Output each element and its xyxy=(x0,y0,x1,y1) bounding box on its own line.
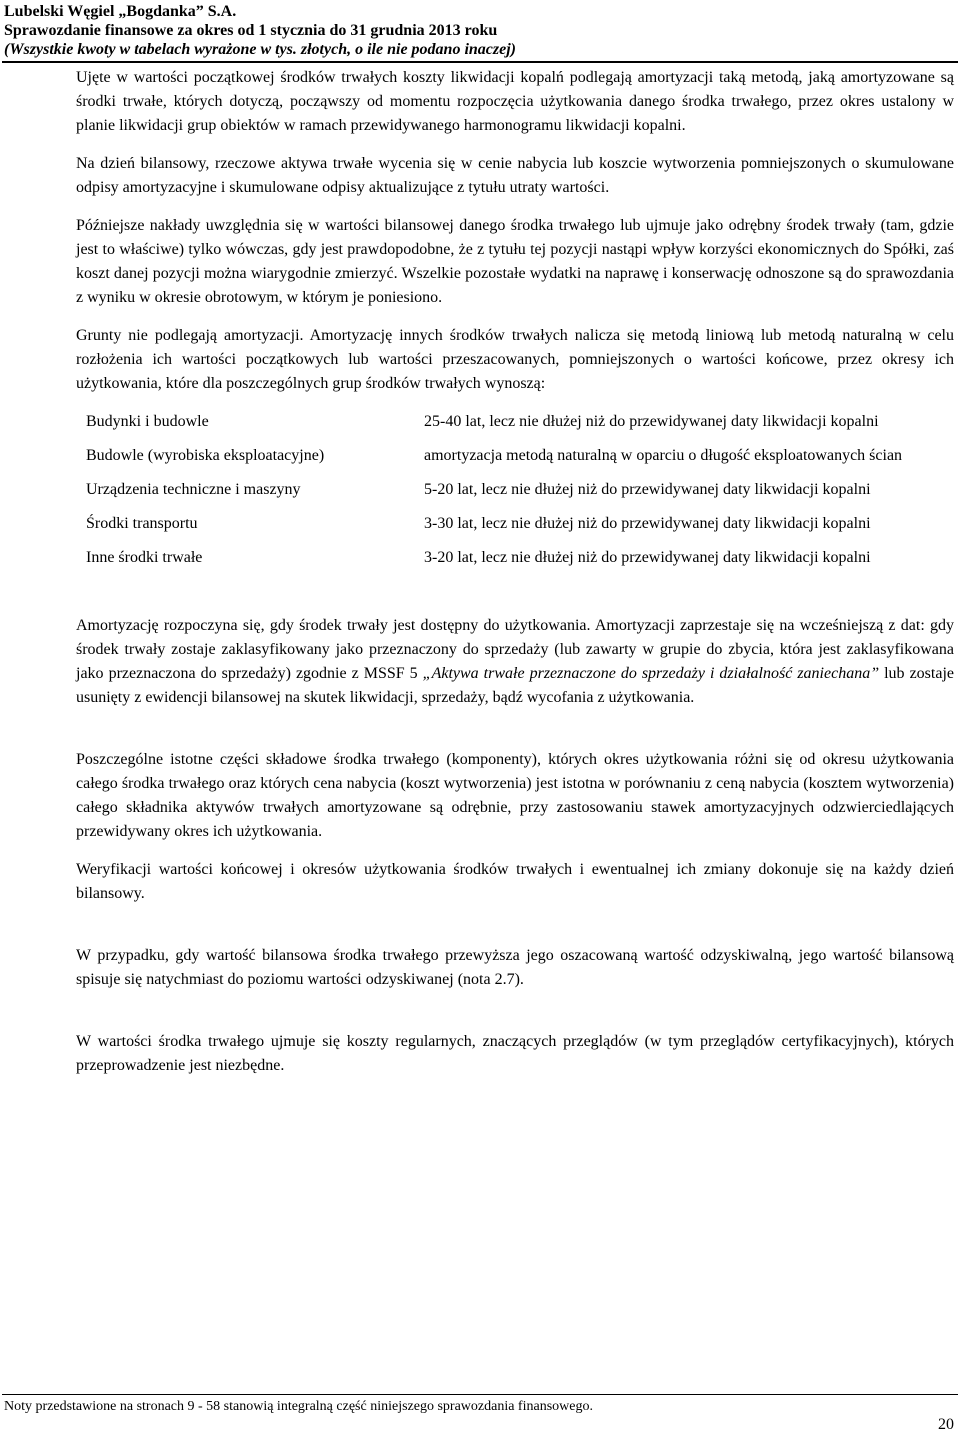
company-name: Lubelski Węgiel „Bogdanka” S.A. xyxy=(4,3,237,20)
table-row xyxy=(86,410,946,444)
asset-group-cell: Budynki i budowle xyxy=(86,413,209,430)
useful-life-cell: amortyzacja metodą naturalną w oparciu o długość eksploatowanych ścian xyxy=(424,447,903,464)
paragraph-verification: Weryfikacji wartości końcowej i okresów użytkowania środków trwałych i ewentualnej ich zmiany dokonuje się na każdy dzień bilansowy. xyxy=(76,861,954,902)
asset-group-cell: Inne środki trwałe xyxy=(86,549,203,566)
paragraph-subsequent-expenditure: Późniejsze nakłady uwzględnia się w wartości bilansowej danego środka trwałego lub ujmuje jako odrębny środek trwały (tam, gdzie jest to właściwe) tylko wówczas, gdy jest prawdopodobne, że z tytułu tej pozycji nastąpi wpływ korzyści ekonomicznych do Spółki, zaś koszt danej pozycji można wiarygodnie zmierzyć. Wszelkie pozostałe wydatki na naprawę i konserwację odnoszone są do sprawozdania z wyniku w okresie obrotowym, w którym je poniesiono. xyxy=(76,217,954,306)
footer-note: Noty przedstawione na stronach 9 - 58 stanowią integralną część niniejszego sprawozdania finansowego. xyxy=(4,1399,593,1414)
document-body xyxy=(76,66,954,1092)
paragraph-inspections: W wartości środka trwałego ujmuje się koszty regularnych, znaczących przeglądów (w tym przeglądów certyfikacyjnych), których przeprowadzenie jest niezbędne. xyxy=(76,1033,954,1074)
useful-life-cell: 3-30 lat, lecz nie dłużej niż do przewidywanej daty likwidacji kopalni xyxy=(424,515,871,532)
header-divider xyxy=(2,61,958,63)
paragraph-valuation: Na dzień bilansowy, rzeczowe aktywa trwałe wycenia się w cenie nabycia lub koszcie wytworzenia pomniejszonych o skumulowane odpisy amortyzacyjne i skumulowane odpisy aktualizujące z tytułu utraty wartości. xyxy=(76,155,954,196)
table-row xyxy=(86,546,946,580)
paragraph-text: Amortyzację rozpoczyna się, gdy środek trwały jest dostępny do użytkowania. Amortyzacji zaprzestaje się na wcześniejszą z dat: gdy środek trwały zostaje zaklasyfikowany jako przeznaczony do sprzedaży (lub zawarty w grupie do zbycia, która jest zaklasyfikowana jako przeznaczona do sprzedaży) zgodnie z MSSF 5 xyxy=(76,617,954,682)
useful-life-cell: 3-20 lat, lecz nie dłużej niż do przewidywanej daty likwidacji kopalni xyxy=(424,549,871,566)
page-header xyxy=(4,2,954,59)
paragraph-depreciation-methods: Grunty nie podlegają amortyzacji. Amortyzację innych środków trwałych nalicza się metodą liniową lub metodą naturalną w celu rozłożenia ich wartości początkowych lub wartości przeszacowanych, pomniejszonych o wartości końcowe, przez okresy ich użytkowania, które dla poszczególnych grup środków trwałych wynoszą: xyxy=(76,327,954,392)
page-number: 20 xyxy=(938,1416,954,1433)
table-row xyxy=(86,512,946,546)
standard-title: „Aktywa trwałe przeznaczone do sprzedaży i działalność zaniechana” xyxy=(422,665,880,682)
paragraph-text: lub zostaje usunięty z ewidencji bilansowej na skutek likwidacji, sprzedaży, bądź wycofania z użytkowania. xyxy=(76,665,954,706)
table-row xyxy=(86,478,946,512)
paragraph-depreciation-start xyxy=(76,614,954,710)
report-title: Sprawozdanie finansowe za okres od 1 stycznia do 31 grudnia 2013 roku xyxy=(4,22,498,39)
paragraph-components: Poszczególne istotne części składowe środka trwałego (komponenty), których okres użytkowania różni się od okresu użytkowania całego środka trwałego oraz których cena nabycia (koszt wytworzenia) jest istotna w porównaniu z ceną nabycia (kosztem wytworzenia) całego składnika aktywów trwałych amortyzowane są odrębnie, przy zastosowaniu stawek amortyzacyjnych odzwierciedlających przewidywany okres ich użytkowania. xyxy=(76,751,954,840)
useful-life-cell: 5-20 lat, lecz nie dłużej niż do przewidywanej daty likwidacji kopalni xyxy=(424,481,871,498)
useful-life-cell: 25-40 lat, lecz nie dłużej niż do przewidywanej daty likwidacji kopalni xyxy=(424,413,879,430)
asset-group-cell: Budowle (wyrobiska eksploatacyjne) xyxy=(86,447,325,464)
paragraph-impairment: W przypadku, gdy wartość bilansowa środka trwałego przewyższa jego oszacowaną wartość odzyskiwalną, jego wartość bilansową spisuje się natychmiast do poziomu wartości odzyskiwanej (nota 2.7). xyxy=(76,947,954,988)
footer-divider xyxy=(2,1394,958,1395)
paragraph-liquidation-costs: Ujęte w wartości początkowej środków trwałych koszty likwidacji kopalń podlegają amortyzacji taką metodą, jaką amortyzowane są środki trwałe, których dotyczą, począwszy od momentu rozpoczęcia użytkowania danego środka trwałego, przez okres ustalony w planie likwidacji grup obiektów w ramach przewidywanego harmonogramu likwidacji kopalni. xyxy=(76,69,954,134)
asset-group-cell: Urządzenia techniczne i maszyny xyxy=(86,481,301,498)
amounts-note: (Wszystkie kwoty w tabelach wyrażone w tys. złotych, o ile nie podano inaczej) xyxy=(4,41,516,58)
asset-group-cell: Środki transportu xyxy=(86,515,198,532)
useful-life-table xyxy=(86,410,946,580)
table-row xyxy=(86,444,946,478)
